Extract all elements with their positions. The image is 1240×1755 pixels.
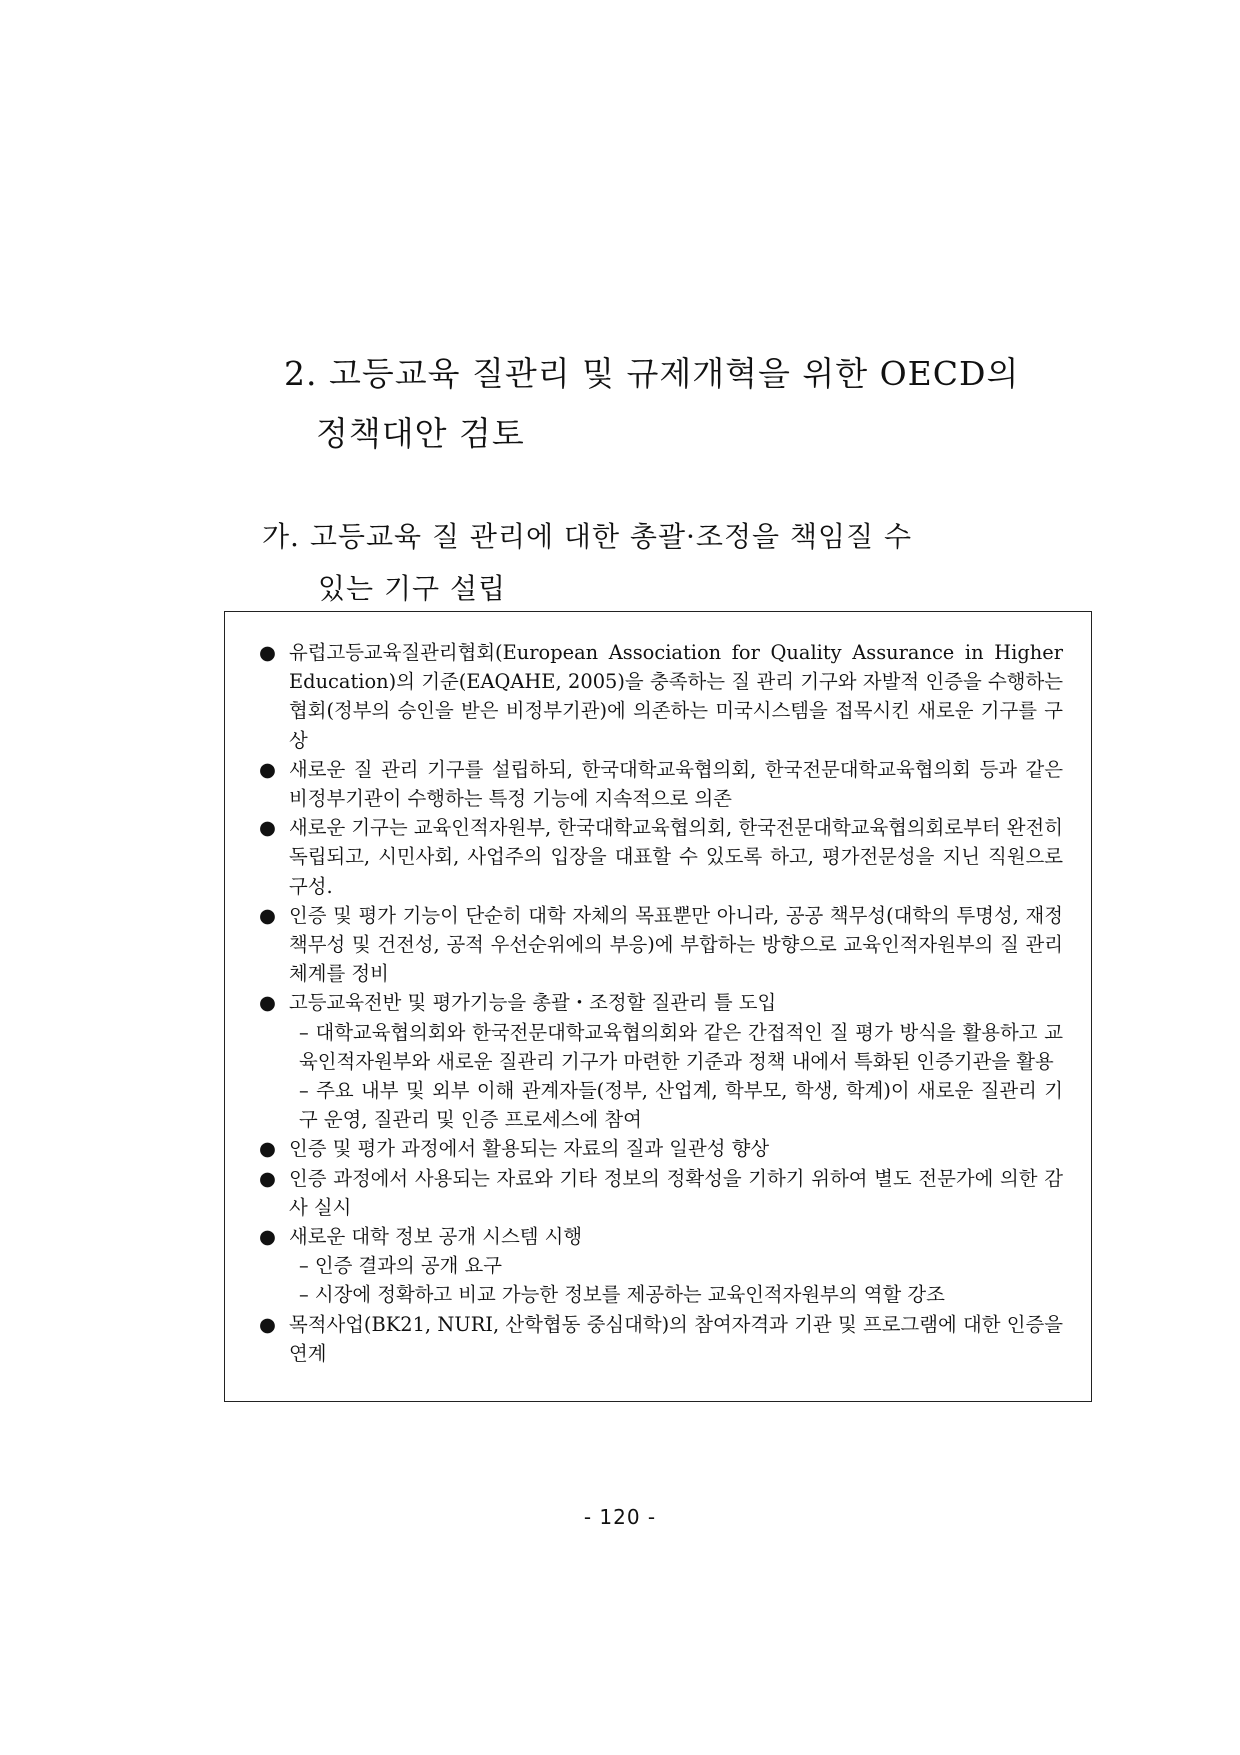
bullet-item [253, 638, 1063, 755]
bullet-item-text: 새로운 기구는 교육인적자원부, 한국대학교육협의회, 한국전문대학교육협의회로부터 완전히 독립되고, 시민사회, 사업주의 입장을 대표할 수 있도록 하고, 평가전문성을 지닌 직원으로 구성. [289, 816, 1063, 898]
bullet-icon: ● [259, 1225, 276, 1249]
bullet-item [253, 1134, 1063, 1163]
bullet-icon: ● [259, 1137, 276, 1161]
bullet-icon: ● [259, 816, 276, 840]
subsection-heading [262, 511, 1062, 615]
subsection-heading-line-1: 가. 고등교육 질 관리에 대한 총괄·조정을 책임질 수 [262, 520, 913, 553]
bullet-icon: ● [259, 641, 276, 664]
section-heading-line-2: 정책대안 검토 [316, 414, 525, 453]
bullet-item [253, 755, 1063, 813]
bullet-item [253, 1222, 1063, 1310]
bullet-item-text: 인증 및 평가 기능이 단순히 대학 자체의 목표뿐만 아니라, 공공 책무성(대학의 투명성, 재정 책무성 및 건전성, 공적 우선순위에의 부응)에 부합하는 방향으로 교육인적자원부의 질 관리 체계를 정비 [289, 903, 1063, 986]
bullet-item [253, 813, 1063, 901]
sub-item: – 인증 결과의 공개 요구 [299, 1254, 502, 1278]
bullet-list [253, 638, 1063, 1368]
bullet-icon: ● [259, 991, 276, 1015]
bullet-item-text: 유럽고등교육질관리협회(European Association for Quality Assurance in Higher Education)의 기준(EAQAHE, 2005)을 충족하는 질 관리 기구와 자발적 인증을 수행하는 협회(정부의 승인을 받은 비정부기관)에 의존하는 미국시스템을 접목시킨 새로운 기구를 구상 [289, 641, 1063, 752]
sub-item: – 대학교육협의회와 한국전문대학교육협의회와 같은 간접적인 질 평가 방식을 활용하고 교육인적자원부와 새로운 질관리 기구가 마련한 기준과 정책 내에서 특화된 인증기관을 활용 [299, 1020, 1063, 1073]
bullet-item-text: 새로운 대학 정보 공개 시스템 시행 [289, 1225, 583, 1249]
sub-item: – 주요 내부 및 외부 이해 관계자들(정부, 산업계, 학부모, 학생, 학계)이 새로운 질관리 기구 운영, 질관리 및 인증 프로세스에 참여 [299, 1079, 1063, 1132]
bullet-item-text: 인증 및 평가 과정에서 활용되는 자료의 질과 일관성 향상 [289, 1137, 770, 1161]
bullet-item-text: 목적사업(BK21, NURI, 산학협동 중심대학)의 참여자격과 기관 및 프로그램에 대한 인증을 연계 [289, 1312, 1063, 1365]
section-heading [284, 344, 1084, 464]
bullet-item-text: 새로운 질 관리 기구를 설립하되, 한국대학교육협의회, 한국전문대학교육협의회 등과 같은 비정부기관이 수행하는 특정 기능에 지속적으로 의존 [289, 757, 1063, 811]
sub-item: – 시장에 정확하고 비교 가능한 정보를 제공하는 교육인적자원부의 역할 강조 [299, 1283, 945, 1307]
bullet-item-text: 인증 과정에서 사용되는 자료와 기타 정보의 정확성을 기하기 위하여 별도 전문가에 의한 감사 실시 [289, 1166, 1063, 1219]
bullet-item [253, 1310, 1063, 1368]
summary-box [224, 611, 1092, 1402]
bullet-item-text: 고등교육전반 및 평가기능을 총괄・조정할 질관리 틀 도입 [289, 991, 777, 1015]
section-heading-line-1: 2. 고등교육 질관리 및 규제개혁을 위한 OECD의 [284, 354, 1020, 393]
subsection-heading-line-2: 있는 기구 설립 [318, 572, 507, 605]
bullet-icon: ● [259, 903, 276, 927]
bullet-item [253, 1164, 1063, 1222]
bullet-icon: ● [259, 757, 276, 781]
page-number: - 120 - [583, 1505, 657, 1529]
bullet-icon: ● [259, 1312, 276, 1336]
bullet-icon: ● [259, 1166, 276, 1190]
bullet-item [253, 988, 1063, 1134]
bullet-item [253, 901, 1063, 989]
